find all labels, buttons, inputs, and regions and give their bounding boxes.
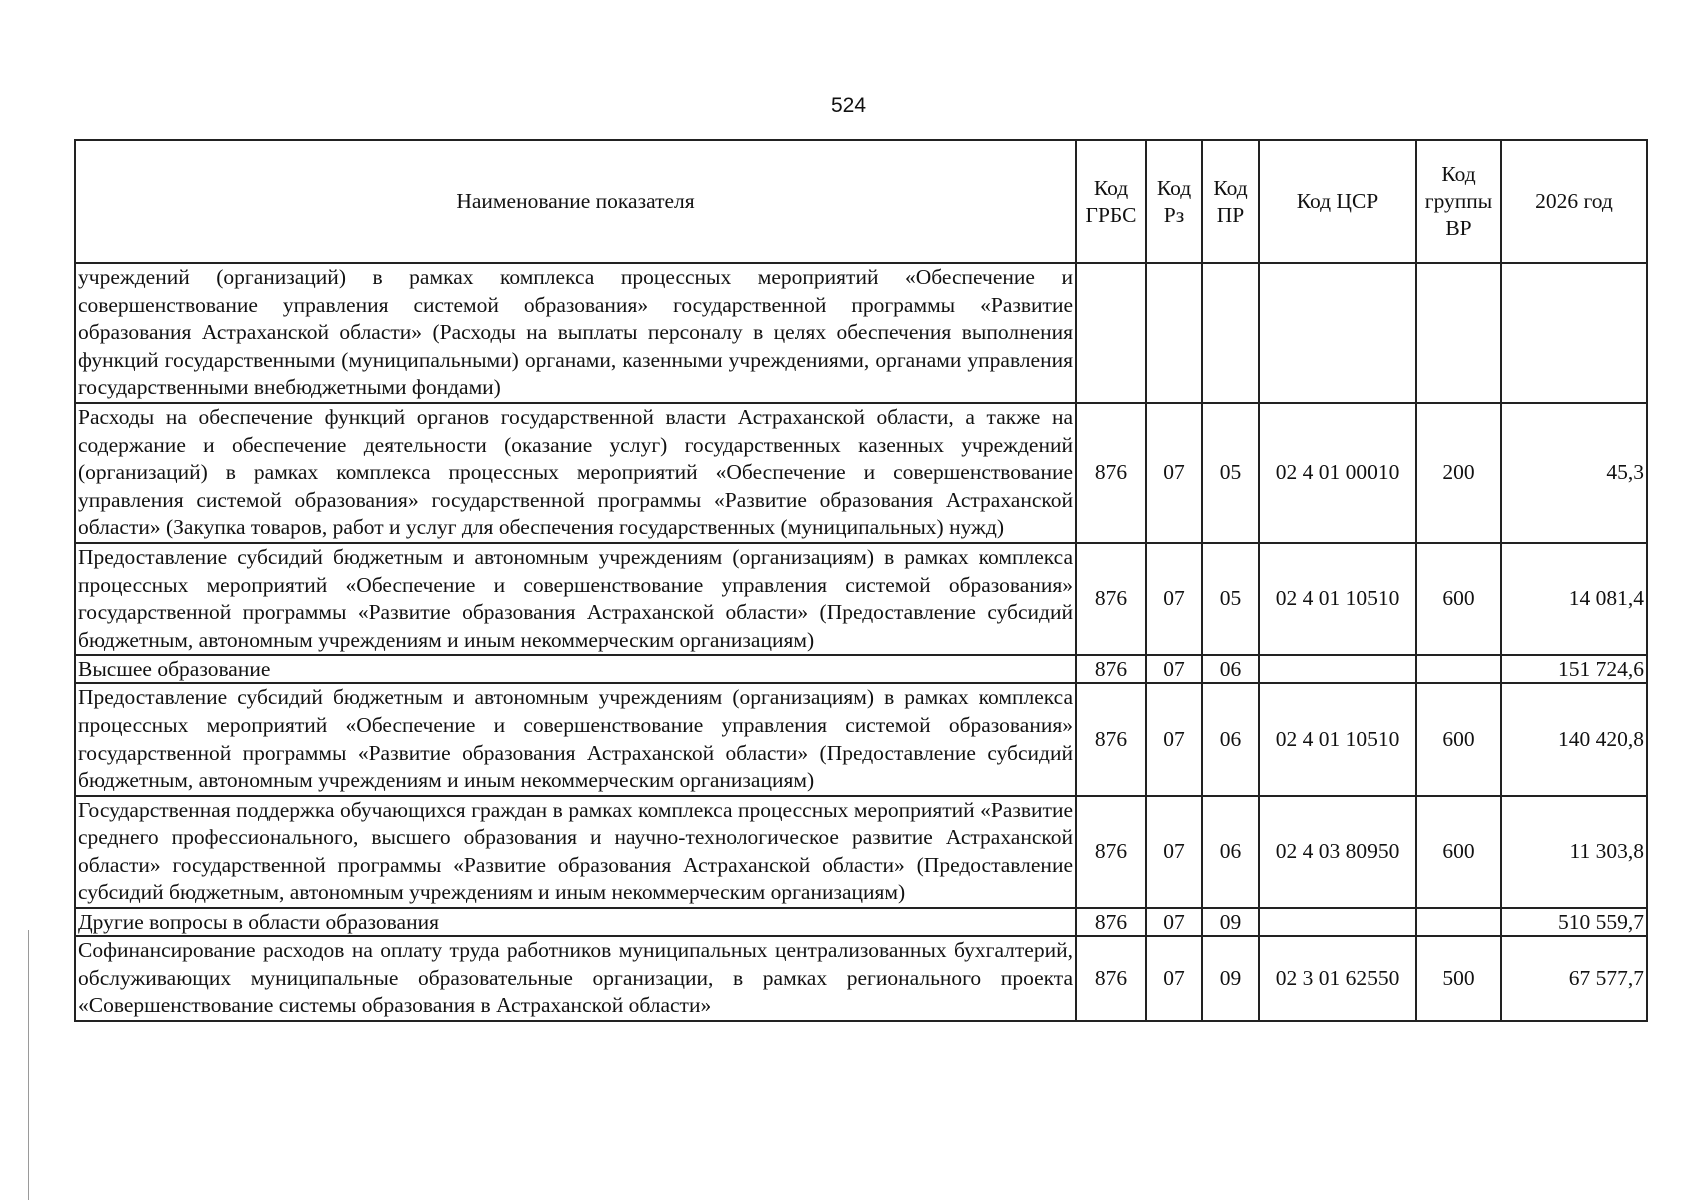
row-vr <box>1416 908 1501 936</box>
row-grbs: 876 <box>1076 403 1146 543</box>
row-vr: 600 <box>1416 796 1501 908</box>
row-rz: 07 <box>1146 908 1202 936</box>
budget-table <box>74 139 1648 1022</box>
row-csr <box>1259 655 1416 683</box>
row-grbs: 876 <box>1076 683 1146 795</box>
row-grbs: 876 <box>1076 543 1146 655</box>
row-name: Предоставление субсидий бюджетным и автономным учреждениям (организациям) в рамках комплекса процессных мероприятий «Обеспечение и совершенствование управления системой образования» государственной программы «Развитие образования Астраханской области» (Предоставление субсидий бюджетным, автономным учреждениям и иным некоммерческим организациям) <box>75 683 1076 795</box>
row-csr: 02 4 01 10510 <box>1259 543 1416 655</box>
row-grbs: 876 <box>1076 908 1146 936</box>
row-rz: 07 <box>1146 683 1202 795</box>
table-row <box>75 543 1647 655</box>
header-csr: Код ЦСР <box>1259 140 1416 263</box>
row-csr: 02 4 01 10510 <box>1259 683 1416 795</box>
row-vr <box>1416 263 1501 403</box>
row-rz: 07 <box>1146 403 1202 543</box>
row-rz: 07 <box>1146 796 1202 908</box>
row-amount: 510 559,7 <box>1501 908 1647 936</box>
row-amount: 151 724,6 <box>1501 655 1647 683</box>
row-rz: 07 <box>1146 543 1202 655</box>
row-name: Государственная поддержка обучающихся граждан в рамках комплекса процессных мероприятий «Развитие среднего профессионального, высшего образования и научно-технологическое развитие Астраханской области» государственной программы «Развитие образования Астраханской области» (Предоставление субсидий бюджетным, автономным учреждениям и иным некоммерческим организациям) <box>75 796 1076 908</box>
row-csr: 02 4 01 00010 <box>1259 403 1416 543</box>
table-row <box>75 796 1647 908</box>
row-pr: 09 <box>1202 908 1259 936</box>
header-vr: Код группы ВР <box>1416 140 1501 263</box>
row-pr: 05 <box>1202 543 1259 655</box>
table-header-row <box>75 140 1647 263</box>
row-name: Высшее образование <box>75 655 1076 683</box>
row-amount: 45,3 <box>1501 403 1647 543</box>
row-name: Расходы на обеспечение функций органов государственной власти Астраханской области, а также на содержание и обеспечение деятельности (оказание услуг) государственных казенных учреждений (организаций) в рамках комплекса процессных мероприятий «Обеспечение и совершенствование управления системой образования» государственной программы «Развитие образования Астраханской области» (Закупка товаров, работ и услуг для обеспечения государственных (муниципальных) нужд) <box>75 403 1076 543</box>
row-grbs <box>1076 263 1146 403</box>
row-vr: 500 <box>1416 936 1501 1021</box>
header-name: Наименование показателя <box>75 140 1076 263</box>
row-amount: 11 303,8 <box>1501 796 1647 908</box>
row-vr: 200 <box>1416 403 1501 543</box>
row-name: учреждений (организаций) в рамках комплекса процессных мероприятий «Обеспечение и совершенствование управления системой образования» государственной программы «Развитие образования Астраханской области» (Расходы на выплаты персоналу в целях обеспечения выполнения функций государственными (муниципальными) органами, казенными учреждениями, органами управления государственными внебюджетными фондами) <box>75 263 1076 403</box>
row-vr <box>1416 655 1501 683</box>
row-name: Софинансирование расходов на оплату труда работников муниципальных централизованных бухгалтерий, обслуживающих муниципальные образовательные организации, в рамках регионального проекта «Совершенствование системы образования в Астраханской области» <box>75 936 1076 1021</box>
row-vr: 600 <box>1416 683 1501 795</box>
table-row <box>75 263 1647 403</box>
row-name: Другие вопросы в области образования <box>75 908 1076 936</box>
header-rz: Код Рз <box>1146 140 1202 263</box>
row-amount: 67 577,7 <box>1501 936 1647 1021</box>
table-row <box>75 936 1647 1021</box>
table-row-section <box>75 908 1647 936</box>
row-rz: 07 <box>1146 936 1202 1021</box>
row-pr <box>1202 263 1259 403</box>
row-pr: 09 <box>1202 936 1259 1021</box>
row-csr: 02 4 03 80950 <box>1259 796 1416 908</box>
row-grbs: 876 <box>1076 796 1146 908</box>
row-rz: 07 <box>1146 655 1202 683</box>
row-grbs: 876 <box>1076 655 1146 683</box>
row-pr: 06 <box>1202 796 1259 908</box>
scan-edge-line <box>28 930 29 1200</box>
row-name: Предоставление субсидий бюджетным и автономным учреждениям (организациям) в рамках комплекса процессных мероприятий «Обеспечение и совершенствование управления системой образования» государственной программы «Развитие образования Астраханской области» (Предоставление субсидий бюджетным, автономным учреждениям и иным некоммерческим организациям) <box>75 543 1076 655</box>
row-rz <box>1146 263 1202 403</box>
header-year: 2026 год <box>1501 140 1647 263</box>
table-row <box>75 683 1647 795</box>
row-csr <box>1259 263 1416 403</box>
row-amount: 140 420,8 <box>1501 683 1647 795</box>
row-amount <box>1501 263 1647 403</box>
row-csr: 02 3 01 62550 <box>1259 936 1416 1021</box>
row-grbs: 876 <box>1076 936 1146 1021</box>
header-grbs: Код ГРБС <box>1076 140 1146 263</box>
row-amount: 14 081,4 <box>1501 543 1647 655</box>
row-pr: 06 <box>1202 683 1259 795</box>
header-pr: Код ПР <box>1202 140 1259 263</box>
row-pr: 05 <box>1202 403 1259 543</box>
table-row <box>75 403 1647 543</box>
row-vr: 600 <box>1416 543 1501 655</box>
table-row-section <box>75 655 1647 683</box>
page-number: 524 <box>830 94 867 117</box>
row-csr <box>1259 908 1416 936</box>
row-pr: 06 <box>1202 655 1259 683</box>
